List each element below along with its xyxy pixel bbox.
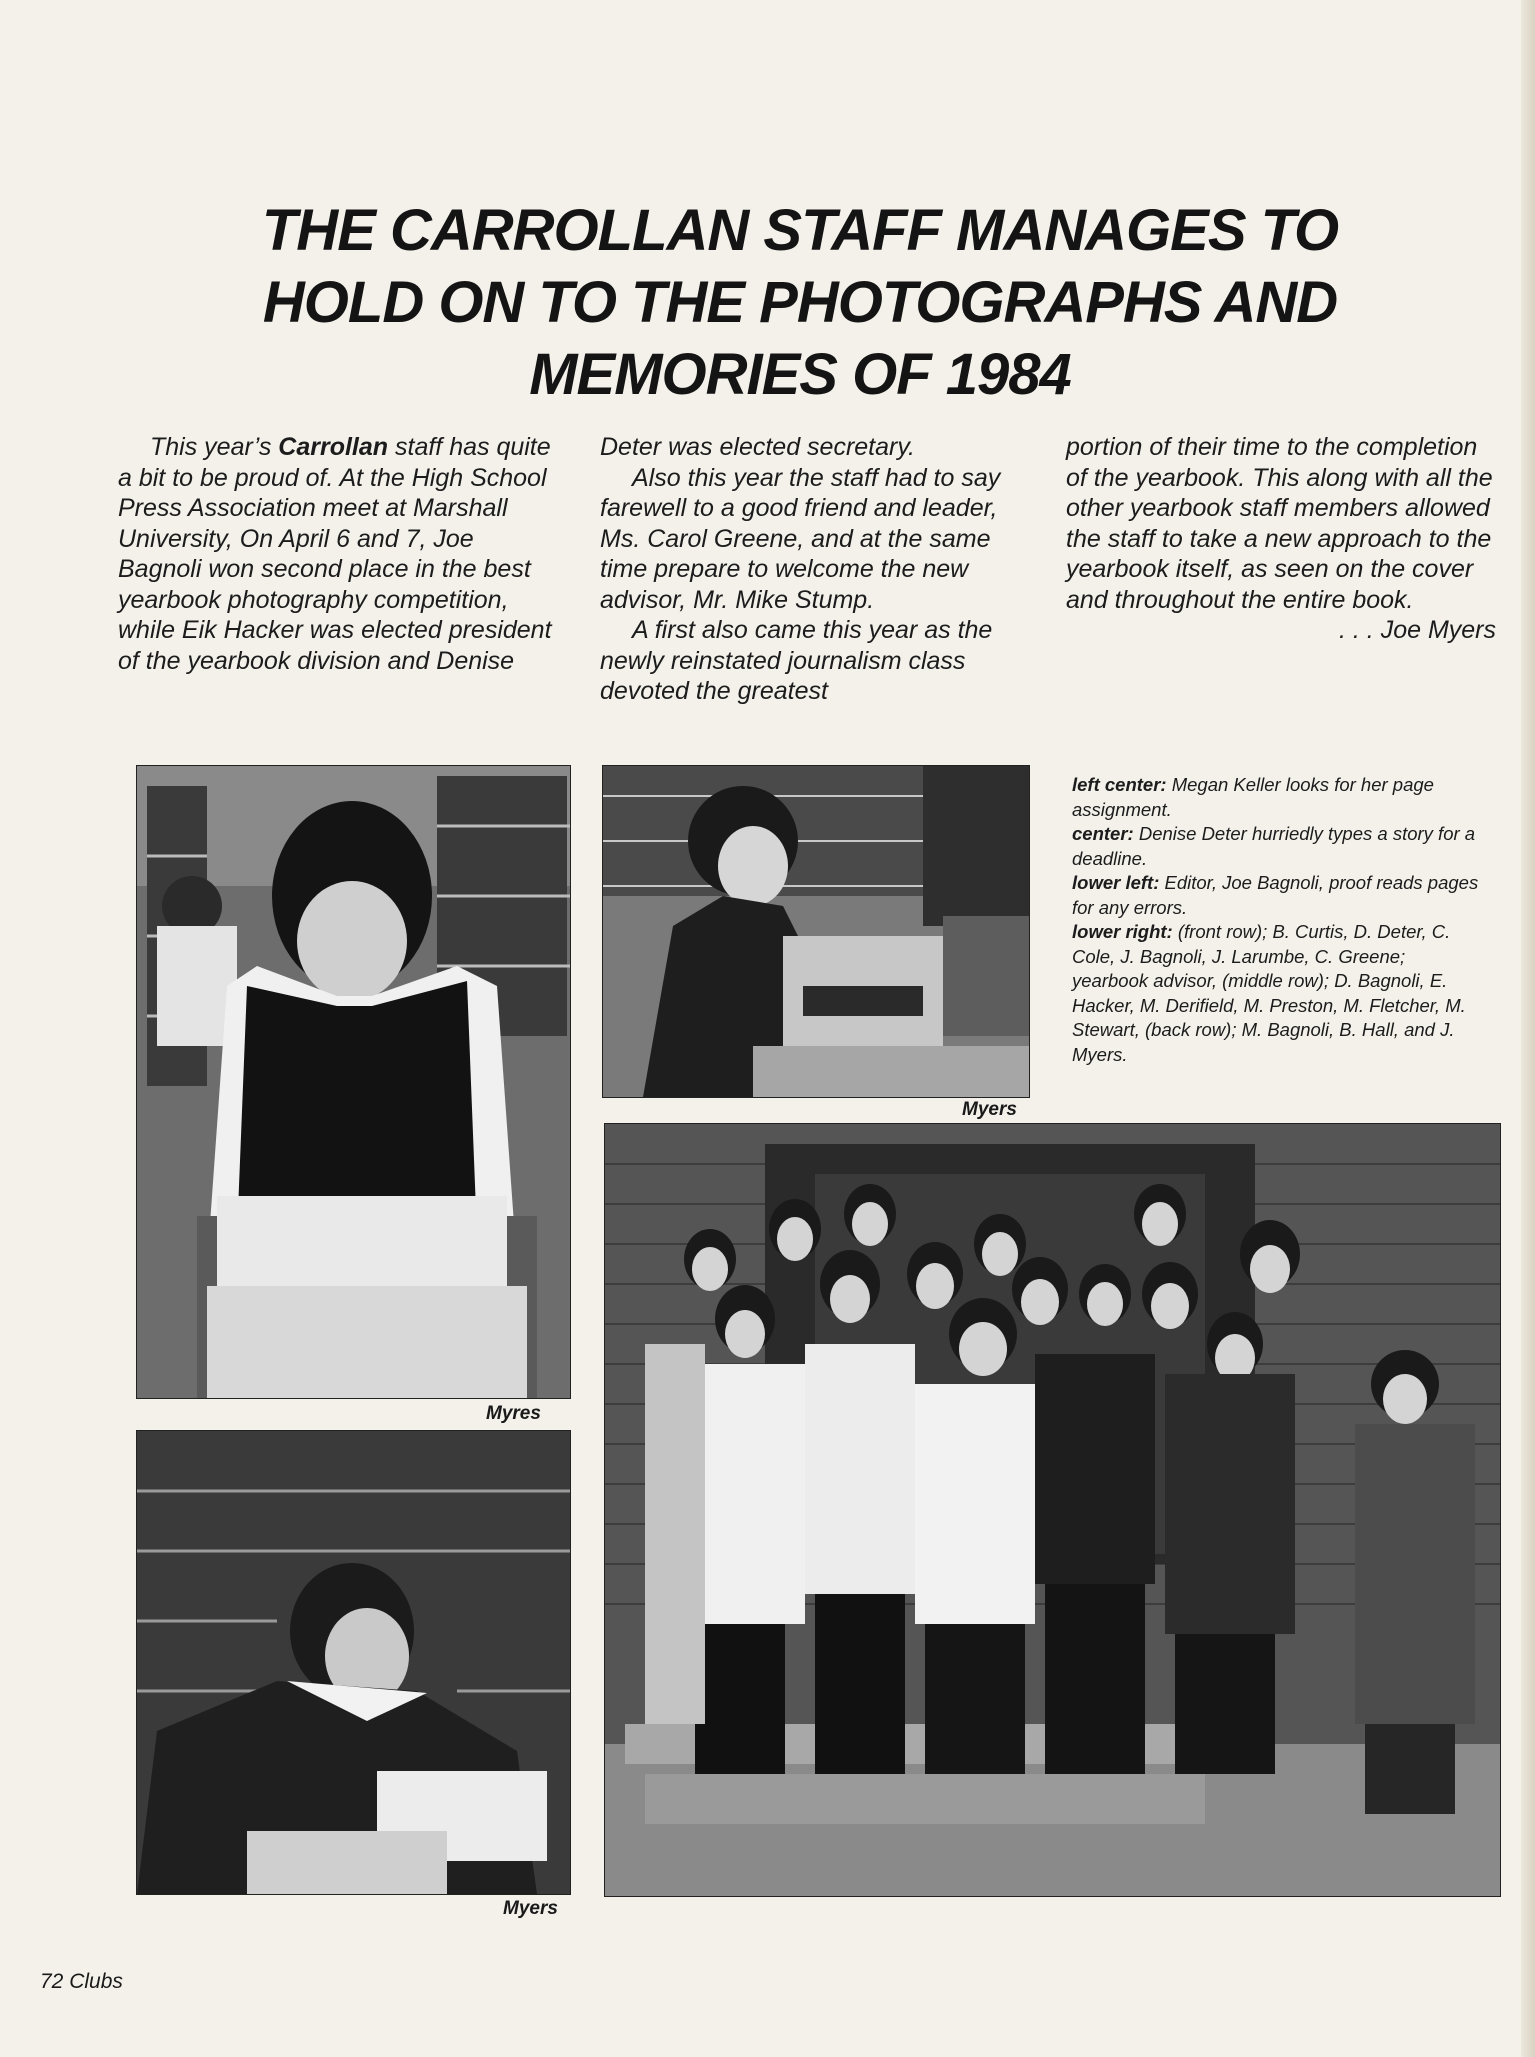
photo-lower-right-group <box>604 1123 1501 1897</box>
page-gutter <box>1521 0 1535 2057</box>
story-signature: . . . Joe Myers <box>1339 616 1496 644</box>
story-column-3 <box>1066 432 1496 646</box>
caption-center: center: Denise Deter hurriedly types a story for a deadline. <box>1072 823 1476 869</box>
story-paragraph: This year’s Carrollan staff has quite a bit to be proud of. At the High School Press Association meet at Marshall University, On April 6 and 7, Joe Bagnoli won second place in the best yearbook photography competition, while Eik Hacker was elected president of the yearbook division and Denise <box>118 433 552 675</box>
caption-lower-left: lower left: Editor, Joe Bagnoli, proof reads pages for any errors. <box>1072 872 1479 918</box>
story-column-2 <box>600 432 1030 707</box>
caption-lower-right: lower right: (front row); B. Curtis, D. Deter, C. Cole, J. Bagnoli, J. Larumbe, C. Greene; yearbook advisor, (middle row); D. Bagnoli, E. Hacker, M. Derifield, M. Preston, M. Fletcher, M. Stewart, (back row); M. Bagnoli, B. Hall, and J. Myers. <box>1072 921 1466 1065</box>
story-column-1 <box>118 432 563 676</box>
yearbook-name: Carrollan <box>278 433 389 461</box>
photo-credit: Myres <box>486 1403 541 1424</box>
photo-lower-left <box>136 1430 571 1895</box>
story-paragraph: A first also came this year as the newly reinstated journalism class devoted the greatest <box>600 616 993 705</box>
photo-credit: Myers <box>503 1898 558 1919</box>
page-folio: 72 Clubs <box>40 1970 123 1993</box>
page-headline: THE CARROLLAN STAFF MANAGES TO HOLD ON TO THE PHOTOGRAPHS AND MEMORIES OF 1984 <box>261 198 1339 407</box>
photo-captions <box>1072 773 1482 1067</box>
photo-credit: Myers <box>962 1099 1017 1120</box>
story-paragraph: portion of their time to the completion of the yearbook. This along with all the other yearbook staff members allowed the staff to take a new approach to the yearbook itself, as seen on the cover and throughout the entire book. <box>1066 433 1493 614</box>
photo-center <box>602 765 1030 1098</box>
caption-left-center: left center: Megan Keller looks for her page assignment. <box>1072 774 1434 820</box>
story-paragraph: Also this year the staff had to say farewell to a good friend and leader, Ms. Carol Greene, and at the same time prepare to welcome the new advisor, Mr. Mike Stump. <box>600 463 1001 614</box>
story-paragraph: Deter was elected secretary. <box>600 433 915 461</box>
photo-left-center <box>136 765 571 1399</box>
